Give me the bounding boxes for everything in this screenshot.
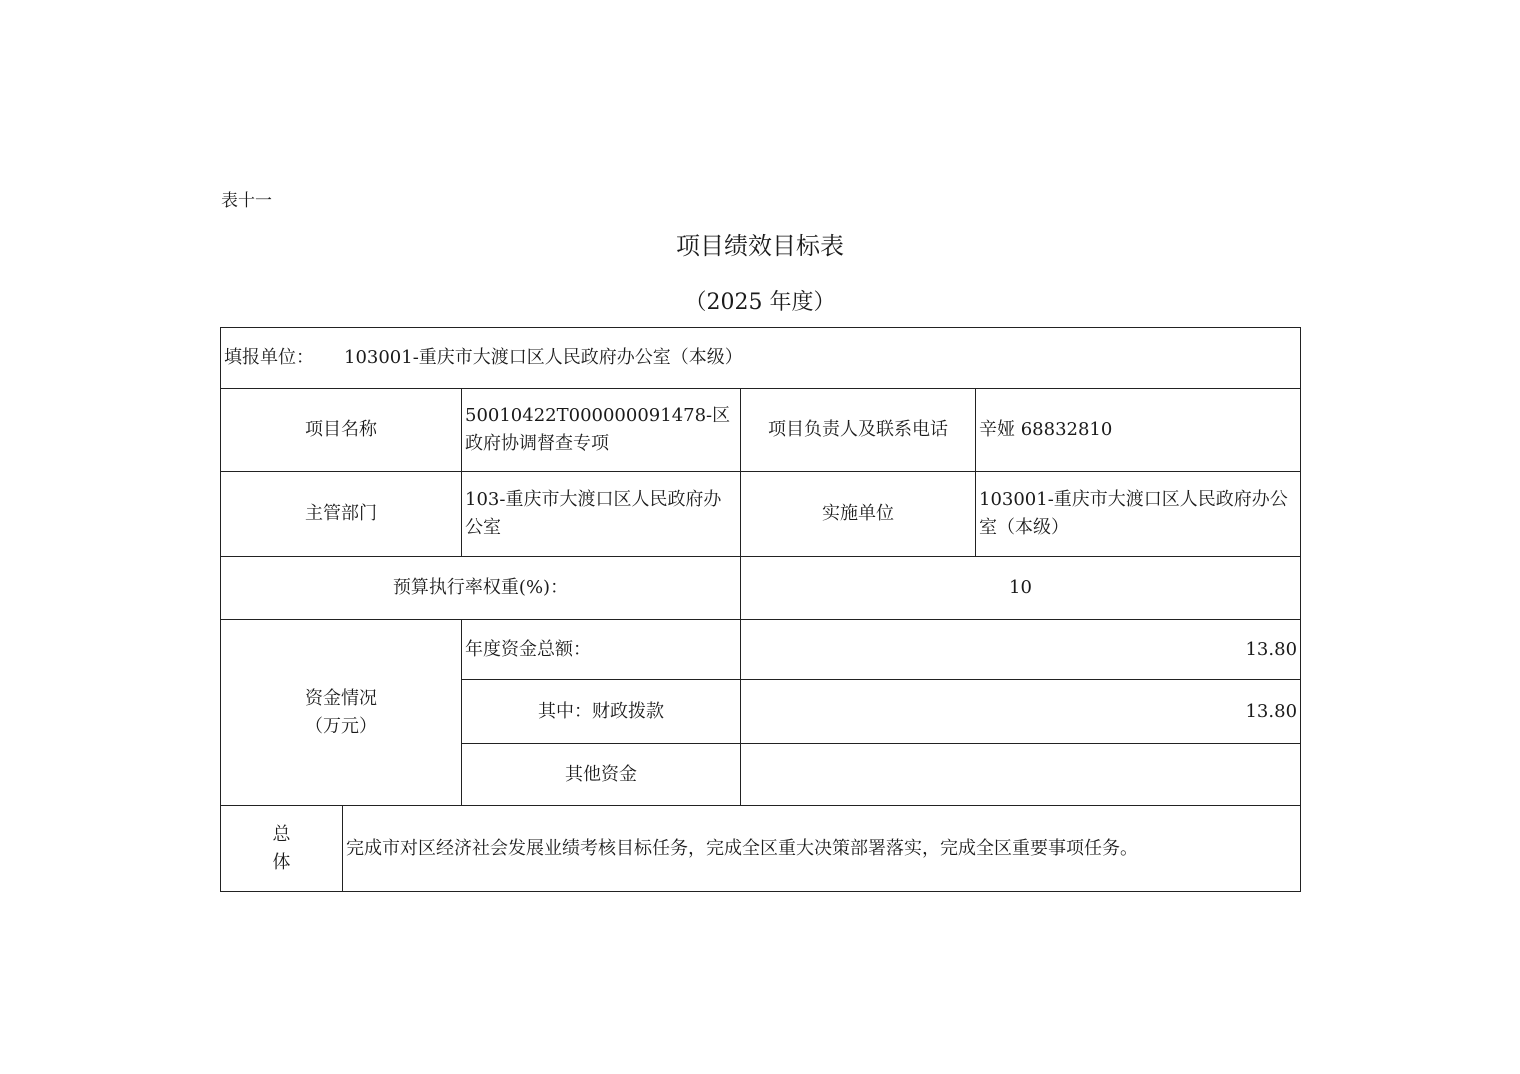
- contact-label: 项目负责人及联系电话: [741, 389, 976, 472]
- overall-goal-value: 完成市对区经济社会发展业绩考核目标任务，完成全区重大决策部署落实，完成全区重要事项任务。: [343, 806, 1301, 892]
- other-funds-label: 其他资金: [462, 744, 741, 806]
- page-title: 项目绩效目标表: [676, 232, 844, 260]
- funds-label: [221, 620, 462, 806]
- impl-unit-value: 103001-重庆市大渡口区人民政府办公室（本级）: [976, 472, 1301, 557]
- project-name-value: 50010422T000000091478-区政府协调督查专项: [462, 389, 741, 472]
- reporting-unit-label: 填报单位：: [224, 347, 314, 368]
- overall-goal-label-line2: 体: [272, 851, 291, 873]
- dept-label: 主管部门: [221, 472, 462, 557]
- reporting-unit-cell: [221, 328, 1301, 389]
- table-row-budget-weight: [221, 557, 1301, 620]
- overall-goal-label-line1: 总: [272, 823, 291, 845]
- table-number-label: 表十一: [221, 191, 272, 211]
- table-row-project: [221, 389, 1301, 472]
- budget-weight-value: 10: [741, 557, 1301, 620]
- overall-goal-label: [221, 806, 343, 892]
- table-row-department: [221, 472, 1301, 557]
- funds-label-line1: 资金情况: [305, 687, 377, 709]
- performance-target-table: [220, 327, 1301, 892]
- fiscal-label: 其中：财政拨款: [462, 680, 741, 744]
- table-row-overall-goal: [221, 806, 1301, 892]
- table-row-reporting-unit: [221, 328, 1301, 389]
- annual-total-label: 年度资金总额：: [462, 620, 741, 680]
- fiscal-value: 13.80: [741, 680, 1301, 744]
- funds-label-line2: （万元）: [305, 715, 377, 737]
- page-subtitle-year: （2025 年度）: [684, 290, 836, 315]
- budget-weight-label: 预算执行率权重(%)：: [221, 557, 741, 620]
- dept-value: 103-重庆市大渡口区人民政府办公室: [462, 472, 741, 557]
- impl-unit-label: 实施单位: [741, 472, 976, 557]
- reporting-unit-value: 103001-重庆市大渡口区人民政府办公室（本级）: [344, 347, 743, 368]
- project-name-label: 项目名称: [221, 389, 462, 472]
- table-row-annual-total: [221, 620, 1301, 680]
- other-funds-value: [741, 744, 1301, 806]
- annual-total-value: 13.80: [741, 620, 1301, 680]
- contact-value: 辛娅 68832810: [976, 389, 1301, 472]
